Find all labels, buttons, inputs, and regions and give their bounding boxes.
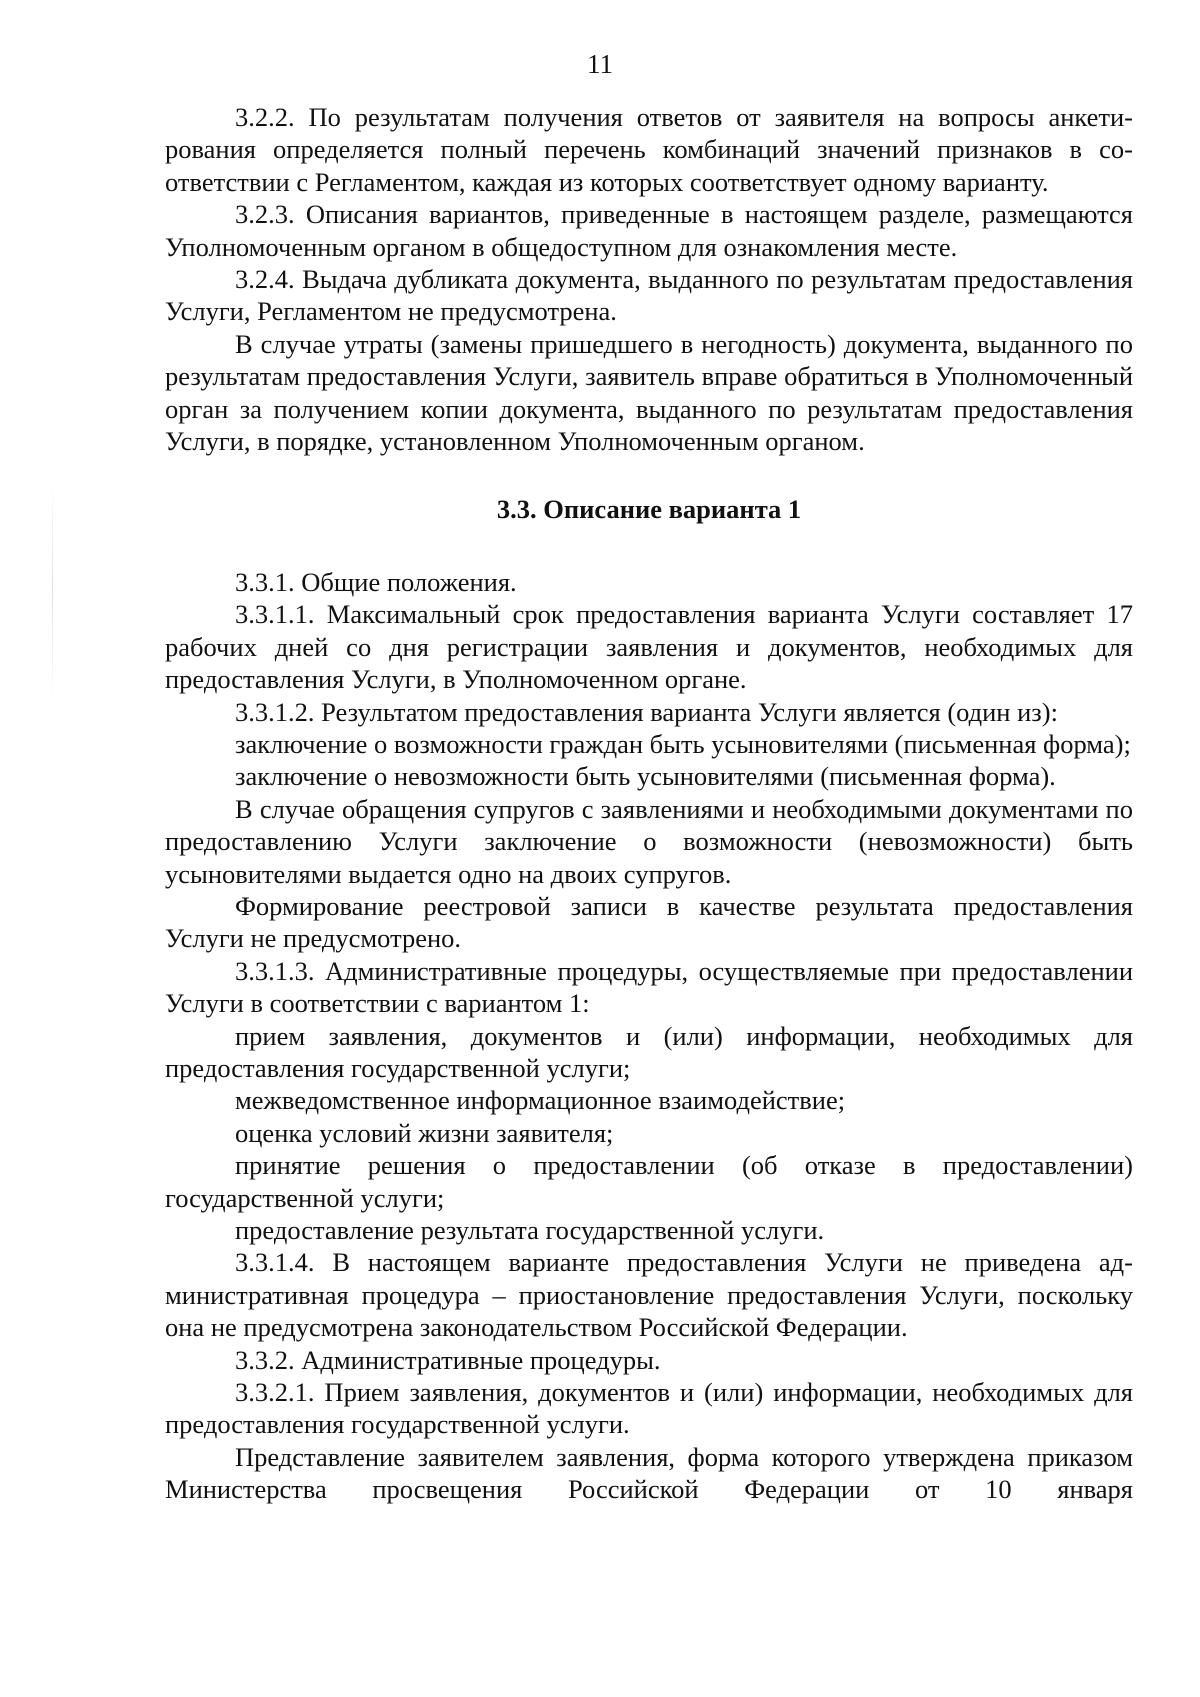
scan-artifact bbox=[52, 480, 53, 700]
list-item-result-possible: заключение о возможности граждан быть усыновителями (письменная форма); bbox=[235, 728, 1131, 759]
paragraph-3-2-2: 3.2.2. По результатам получения ответов от заявителя на вопросы анкетирования определяется полный перечень комбинаций значений признаков в соответствии с Регламентом, каждая из которых соответствует одному варианту. bbox=[165, 102, 1133, 197]
section-heading: 3.3. Описание варианта 1 bbox=[496, 494, 802, 525]
list-item-result-impossible: заключение о невозможности быть усыновителями (письменная форма). bbox=[235, 761, 1056, 792]
paragraph-loss-of-document: В случае утраты (замены пришедшего в негодность) документа, выданного по результатам предоставления Услуги, заявитель вправе обратиться в Уполномоченный орган за получением копии документа, выданного по результатам предоставления Услуги, в порядке, установленном Уполномоченным органом. bbox=[165, 328, 1133, 457]
paragraph-3-2-3: 3.2.3. Описания вариантов, приведенные в настоящем разделе, размещаются Уполномоченным органом в общедоступном для ознакомления месте. bbox=[165, 199, 1133, 262]
paragraph-3-3-2-1: 3.3.2.1. Прием заявления, документов и (или) информации, необходимых для предоставления государственной услуги. bbox=[165, 1377, 1133, 1440]
paragraph-application-form: Представление заявителем заявления, форма которого утверждена приказом Министерства просвещения Российской Федерации от 10 января bbox=[165, 1441, 1133, 1505]
list-item-procedure-interagency: межведомственное информационное взаимодействие; bbox=[235, 1085, 846, 1116]
paragraph-3-3-1: 3.3.1. Общие положения. bbox=[235, 566, 517, 597]
document-body bbox=[165, 101, 1133, 1506]
paragraph-3-3-1-1: 3.3.1.1. Максимальный срок предоставления варианта Услуги составляет 17 рабочих дней со дня регистрации заявления и документов, необходимых для предоставления Услуги, в Уполномоченном органе. bbox=[165, 599, 1133, 695]
list-item-procedure-decision: принятие решения о предоставлении (об отказе в предоставлении) государственной услуги; bbox=[165, 1150, 1133, 1213]
paragraph-3-3-1-2: 3.3.1.2. Результатом предоставления варианта Услуги является (один из): bbox=[235, 696, 1058, 727]
page-number: 11 bbox=[587, 49, 613, 79]
list-item-procedure-result: предоставление результата государственной услуги. bbox=[235, 1215, 825, 1245]
paragraph-3-3-1-4: 3.3.1.4. В настоящем варианте предоставления Услуги не приведена административная процедура – приостановление предоставления Услуги, поскольку она не предусмотрена законодательством Российской Федерации. bbox=[165, 1247, 1133, 1343]
paragraph-3-3-1-3: 3.3.1.3. Административные процедуры, осуществляемые при предоставлении Услуги в соответствии с вариантом 1: bbox=[165, 955, 1133, 1019]
paragraph-3-3-2: 3.3.2. Административные процедуры. bbox=[235, 1344, 661, 1375]
paragraph-spouses: В случае обращения супругов с заявлениями и необходимыми документами по предоставлению Услуги заключение о возможности (невозможности) быть усыновителями выдается одно на двоих супругов. bbox=[165, 793, 1133, 889]
paragraph-3-2-4: 3.2.4. Выдача дубликата документа, выданного по результатам предоставления Услуги, Регламентом не предусмотрена. bbox=[165, 264, 1133, 327]
list-item-procedure-assessment: оценка условий жизни заявителя; bbox=[235, 1117, 614, 1148]
list-item-procedure-intake: прием заявления, документов и (или) информации, необходимых для предоставления государственной услуги; bbox=[165, 1020, 1133, 1083]
paragraph-registry-record: Формирование реестровой записи в качестве результата предоставления Услуги не предусмотрено. bbox=[165, 890, 1133, 954]
